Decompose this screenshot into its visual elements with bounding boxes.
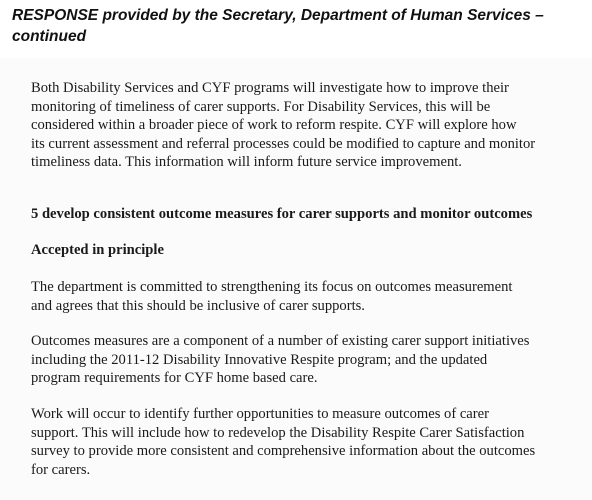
paragraph-further-work xyxy=(31,405,583,479)
text-line: survey to provide more consistent and comprehensive information about the outcomes xyxy=(31,443,536,459)
text-line: program requirements for CYF home based care. xyxy=(31,370,318,386)
text-line: including the 2011-12 Disability Innovative Respite program; and the updated xyxy=(31,351,488,368)
paragraph-outcome-measures xyxy=(31,332,583,388)
paragraph-timeliness xyxy=(31,79,583,172)
response-status xyxy=(31,241,583,260)
text-line: monitoring of timeliness of carer supports. For Disability Services, this will be xyxy=(31,98,491,115)
recommendation-heading xyxy=(31,205,583,224)
text-line: 5 develop consistent outcome measures for carer supports and monitor outcomes xyxy=(31,206,533,222)
text-line: Work will occur to identify further opportunities to measure outcomes of carer xyxy=(31,406,489,422)
paragraph-commitment xyxy=(31,278,583,315)
text-line: and agrees that this should be inclusive of carer supports. xyxy=(31,297,365,314)
text-line: its current assessment and referral processes could be modified to capture and monitor xyxy=(31,135,536,152)
heading-line: continued xyxy=(12,28,87,45)
text-line: timeliness data. This information will inform future service improvement. xyxy=(31,154,462,170)
text-line: Both Disability Services and CYF programs will investigate how to improve their xyxy=(31,80,509,96)
text-line: Accepted in principle xyxy=(31,242,164,258)
page-heading xyxy=(12,5,582,47)
text-line: The department is committed to strengthening its focus on outcomes measurement xyxy=(31,279,513,295)
text-line: support. This will include how to redevelop the Disability Respite Carer Satisfaction xyxy=(31,424,525,441)
heading-line: RESPONSE provided by the Secretary, Department of Human Services – xyxy=(12,7,544,24)
text-line: considered within a broader piece of work to reform respite. CYF will explore how xyxy=(31,117,517,133)
text-line: for carers. xyxy=(31,461,91,478)
text-line: Outcomes measures are a component of a number of existing carer support initiatives xyxy=(31,333,530,349)
